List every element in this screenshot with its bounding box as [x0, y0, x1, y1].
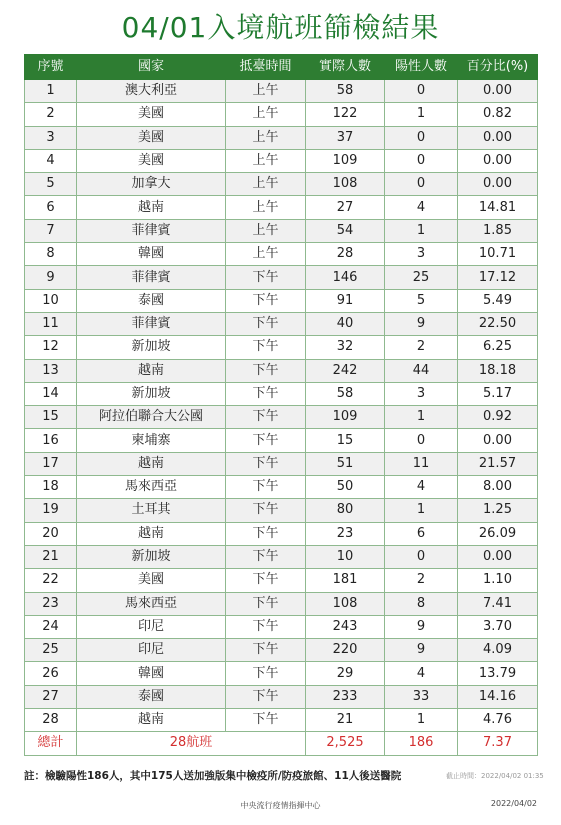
cell-actual-count: 29 — [306, 662, 385, 685]
cutoff-timestamp: 截止時間：2022/04/02 01:35 — [446, 772, 544, 780]
cell-arrival-time: 下午 — [226, 476, 306, 499]
cell-arrival-time: 上午 — [226, 80, 306, 103]
cell-index: 13 — [25, 359, 77, 382]
cell-index: 25 — [25, 639, 77, 662]
cell-positive-count: 4 — [385, 476, 458, 499]
table-row — [25, 196, 538, 219]
cell-actual-count: 58 — [306, 382, 385, 405]
cell-index: 9 — [25, 266, 77, 289]
total-flights: 28航班 — [77, 732, 306, 755]
table-row — [25, 452, 538, 475]
cell-percent: 0.00 — [458, 429, 538, 452]
cell-arrival-time: 下午 — [226, 336, 306, 359]
cell-index: 21 — [25, 545, 77, 568]
cell-percent: 10.71 — [458, 243, 538, 266]
table-row — [25, 382, 538, 405]
cell-positive-count: 3 — [385, 243, 458, 266]
cell-index: 2 — [25, 103, 77, 126]
cell-actual-count: 108 — [306, 592, 385, 615]
header-country: 國家 — [77, 55, 226, 80]
table-row — [25, 615, 538, 638]
cell-percent: 1.25 — [458, 499, 538, 522]
cell-arrival-time: 下午 — [226, 382, 306, 405]
table-row — [25, 499, 538, 522]
cell-arrival-time: 下午 — [226, 545, 306, 568]
footer-organization: 中央流行疫情指揮中心 — [240, 801, 321, 810]
cell-positive-count: 6 — [385, 522, 458, 545]
total-label: 總計 — [25, 732, 77, 755]
table-row — [25, 709, 538, 732]
cell-actual-count: 50 — [306, 476, 385, 499]
cell-country: 菲律賓 — [77, 266, 226, 289]
table-row — [25, 219, 538, 242]
cell-actual-count: 10 — [306, 545, 385, 568]
cell-arrival-time: 下午 — [226, 522, 306, 545]
cell-actual-count: 108 — [306, 173, 385, 196]
cell-arrival-time: 下午 — [226, 499, 306, 522]
cell-percent: 0.00 — [458, 149, 538, 172]
cell-arrival-time: 下午 — [226, 592, 306, 615]
cell-positive-count: 0 — [385, 545, 458, 568]
cell-arrival-time: 下午 — [226, 312, 306, 335]
cell-actual-count: 54 — [306, 219, 385, 242]
cell-positive-count: 11 — [385, 452, 458, 475]
cell-index: 14 — [25, 382, 77, 405]
cell-percent: 6.25 — [458, 336, 538, 359]
cell-actual-count: 15 — [306, 429, 385, 452]
cell-arrival-time: 下午 — [226, 452, 306, 475]
total-row — [25, 732, 538, 755]
cell-positive-count: 1 — [385, 406, 458, 429]
cell-positive-count: 3 — [385, 382, 458, 405]
footer-date: 2022/04/02 — [490, 799, 537, 808]
cell-percent: 8.00 — [458, 476, 538, 499]
cell-actual-count: 146 — [306, 266, 385, 289]
cell-positive-count: 1 — [385, 709, 458, 732]
cell-percent: 0.92 — [458, 406, 538, 429]
cell-positive-count: 2 — [385, 336, 458, 359]
cell-arrival-time: 上午 — [226, 243, 306, 266]
cell-percent: 14.16 — [458, 685, 538, 708]
table-row — [25, 592, 538, 615]
cell-index: 5 — [25, 173, 77, 196]
cell-actual-count: 40 — [306, 312, 385, 335]
cell-country: 越南 — [77, 359, 226, 382]
table-row — [25, 336, 538, 359]
cell-actual-count: 21 — [306, 709, 385, 732]
cell-positive-count: 0 — [385, 80, 458, 103]
cell-country: 越南 — [77, 452, 226, 475]
header-positive-count: 陽性人數 — [385, 55, 458, 80]
cell-positive-count: 1 — [385, 219, 458, 242]
table-row — [25, 80, 538, 103]
cell-index: 1 — [25, 80, 77, 103]
total-positive: 186 — [385, 732, 458, 755]
cell-country: 美國 — [77, 569, 226, 592]
cell-percent: 0.00 — [458, 80, 538, 103]
cell-percent: 26.09 — [458, 522, 538, 545]
table-header-row — [25, 55, 538, 80]
cell-country: 美國 — [77, 149, 226, 172]
cell-index: 22 — [25, 569, 77, 592]
cell-percent: 18.18 — [458, 359, 538, 382]
cell-index: 12 — [25, 336, 77, 359]
cell-percent: 0.82 — [458, 103, 538, 126]
cell-index: 17 — [25, 452, 77, 475]
cell-positive-count: 0 — [385, 126, 458, 149]
cell-percent: 21.57 — [458, 452, 538, 475]
cell-actual-count: 28 — [306, 243, 385, 266]
cell-country: 美國 — [77, 126, 226, 149]
cell-actual-count: 51 — [306, 452, 385, 475]
cell-index: 24 — [25, 615, 77, 638]
cell-index: 19 — [25, 499, 77, 522]
cell-index: 7 — [25, 219, 77, 242]
table-row — [25, 522, 538, 545]
cell-arrival-time: 下午 — [226, 569, 306, 592]
table-row — [25, 639, 538, 662]
cell-percent: 5.49 — [458, 289, 538, 312]
header-percent: 百分比(%) — [458, 55, 538, 80]
cell-percent: 3.70 — [458, 615, 538, 638]
cell-positive-count: 8 — [385, 592, 458, 615]
page-title: 04/01入境航班篩檢結果 — [121, 11, 440, 44]
table-row — [25, 289, 538, 312]
header-arrival-time: 抵臺時間 — [226, 55, 306, 80]
cell-country: 加拿大 — [77, 173, 226, 196]
cell-positive-count: 4 — [385, 196, 458, 219]
table-row — [25, 429, 538, 452]
cell-country: 柬埔寨 — [77, 429, 226, 452]
cell-index: 10 — [25, 289, 77, 312]
cell-actual-count: 91 — [306, 289, 385, 312]
table-row — [25, 243, 538, 266]
cell-percent: 17.12 — [458, 266, 538, 289]
cell-index: 27 — [25, 685, 77, 708]
cell-positive-count: 25 — [385, 266, 458, 289]
cell-index: 11 — [25, 312, 77, 335]
cell-country: 泰國 — [77, 289, 226, 312]
cell-positive-count: 5 — [385, 289, 458, 312]
cell-country: 土耳其 — [77, 499, 226, 522]
cell-index: 4 — [25, 149, 77, 172]
cell-actual-count: 32 — [306, 336, 385, 359]
cell-actual-count: 243 — [306, 615, 385, 638]
cell-percent: 0.00 — [458, 126, 538, 149]
cell-percent: 7.41 — [458, 592, 538, 615]
table-row — [25, 359, 538, 382]
table-row — [25, 662, 538, 685]
cell-actual-count: 181 — [306, 569, 385, 592]
cell-arrival-time: 上午 — [226, 219, 306, 242]
table-row — [25, 545, 538, 568]
cell-country: 阿拉伯聯合大公國 — [77, 406, 226, 429]
cell-index: 20 — [25, 522, 77, 545]
cell-arrival-time: 上午 — [226, 149, 306, 172]
table-body — [25, 80, 538, 732]
cell-index: 18 — [25, 476, 77, 499]
cell-country: 菲律賓 — [77, 219, 226, 242]
cell-positive-count: 0 — [385, 173, 458, 196]
cell-index: 16 — [25, 429, 77, 452]
table-row — [25, 149, 538, 172]
cell-country: 新加坡 — [77, 336, 226, 359]
screening-results-table — [24, 54, 538, 756]
cell-country: 印尼 — [77, 639, 226, 662]
table-row — [25, 312, 538, 335]
cell-index: 28 — [25, 709, 77, 732]
cell-positive-count: 9 — [385, 615, 458, 638]
table-row — [25, 569, 538, 592]
cell-positive-count: 0 — [385, 429, 458, 452]
cell-percent: 13.79 — [458, 662, 538, 685]
cell-positive-count: 4 — [385, 662, 458, 685]
cell-index: 15 — [25, 406, 77, 429]
cell-index: 26 — [25, 662, 77, 685]
cell-arrival-time: 上午 — [226, 103, 306, 126]
cell-arrival-time: 上午 — [226, 173, 306, 196]
cell-positive-count: 0 — [385, 149, 458, 172]
cell-country: 新加坡 — [77, 545, 226, 568]
cell-positive-count: 1 — [385, 103, 458, 126]
cell-country: 韓國 — [77, 243, 226, 266]
cell-arrival-time: 下午 — [226, 289, 306, 312]
cell-actual-count: 109 — [306, 406, 385, 429]
cell-actual-count: 122 — [306, 103, 385, 126]
cell-country: 越南 — [77, 522, 226, 545]
cell-percent: 0.00 — [458, 173, 538, 196]
cell-positive-count: 9 — [385, 312, 458, 335]
cell-positive-count: 2 — [385, 569, 458, 592]
cell-index: 8 — [25, 243, 77, 266]
cell-arrival-time: 上午 — [226, 126, 306, 149]
cell-actual-count: 242 — [306, 359, 385, 382]
cell-country: 新加坡 — [77, 382, 226, 405]
cell-percent: 0.00 — [458, 545, 538, 568]
cell-arrival-time: 下午 — [226, 662, 306, 685]
cell-index: 6 — [25, 196, 77, 219]
cell-country: 越南 — [77, 196, 226, 219]
cell-actual-count: 58 — [306, 80, 385, 103]
table-row — [25, 266, 538, 289]
cell-arrival-time: 下午 — [226, 615, 306, 638]
table-row — [25, 103, 538, 126]
cell-arrival-time: 上午 — [226, 196, 306, 219]
cell-actual-count: 23 — [306, 522, 385, 545]
cell-actual-count: 27 — [306, 196, 385, 219]
cell-index: 3 — [25, 126, 77, 149]
cell-country: 馬來西亞 — [77, 592, 226, 615]
cell-country: 越南 — [77, 709, 226, 732]
cell-arrival-time: 下午 — [226, 709, 306, 732]
cell-index: 23 — [25, 592, 77, 615]
cell-country: 馬來西亞 — [77, 476, 226, 499]
total-percent: 7.37 — [458, 732, 538, 755]
table-row — [25, 476, 538, 499]
cell-country: 美國 — [77, 103, 226, 126]
cell-country: 韓國 — [77, 662, 226, 685]
cell-actual-count: 37 — [306, 126, 385, 149]
cell-actual-count: 109 — [306, 149, 385, 172]
cell-percent: 1.10 — [458, 569, 538, 592]
cell-percent: 4.76 — [458, 709, 538, 732]
cell-arrival-time: 下午 — [226, 406, 306, 429]
cell-arrival-time: 下午 — [226, 266, 306, 289]
cell-arrival-time: 下午 — [226, 639, 306, 662]
cell-arrival-time: 下午 — [226, 359, 306, 382]
total-actual: 2,525 — [306, 732, 385, 755]
cell-percent: 22.50 — [458, 312, 538, 335]
cell-arrival-time: 下午 — [226, 429, 306, 452]
cell-positive-count: 9 — [385, 639, 458, 662]
cell-percent: 4.09 — [458, 639, 538, 662]
cell-country: 澳大利亞 — [77, 80, 226, 103]
header-index: 序號 — [25, 55, 77, 80]
cell-country: 印尼 — [77, 615, 226, 638]
cell-country: 泰國 — [77, 685, 226, 708]
cell-country: 菲律賓 — [77, 312, 226, 335]
cell-arrival-time: 下午 — [226, 685, 306, 708]
cell-percent: 14.81 — [458, 196, 538, 219]
cell-actual-count: 80 — [306, 499, 385, 522]
table-row — [25, 173, 538, 196]
cell-positive-count: 33 — [385, 685, 458, 708]
header-actual-count: 實際人數 — [306, 55, 385, 80]
footnote: 註：檢驗陽性186人，其中175人送加強版集中檢疫所/防疫旅館、11人後送醫院 — [24, 770, 402, 782]
table-row — [25, 126, 538, 149]
cell-positive-count: 44 — [385, 359, 458, 382]
table-row — [25, 685, 538, 708]
cell-actual-count: 233 — [306, 685, 385, 708]
cell-percent: 1.85 — [458, 219, 538, 242]
cell-percent: 5.17 — [458, 382, 538, 405]
cell-actual-count: 220 — [306, 639, 385, 662]
cell-positive-count: 1 — [385, 499, 458, 522]
table-row — [25, 406, 538, 429]
